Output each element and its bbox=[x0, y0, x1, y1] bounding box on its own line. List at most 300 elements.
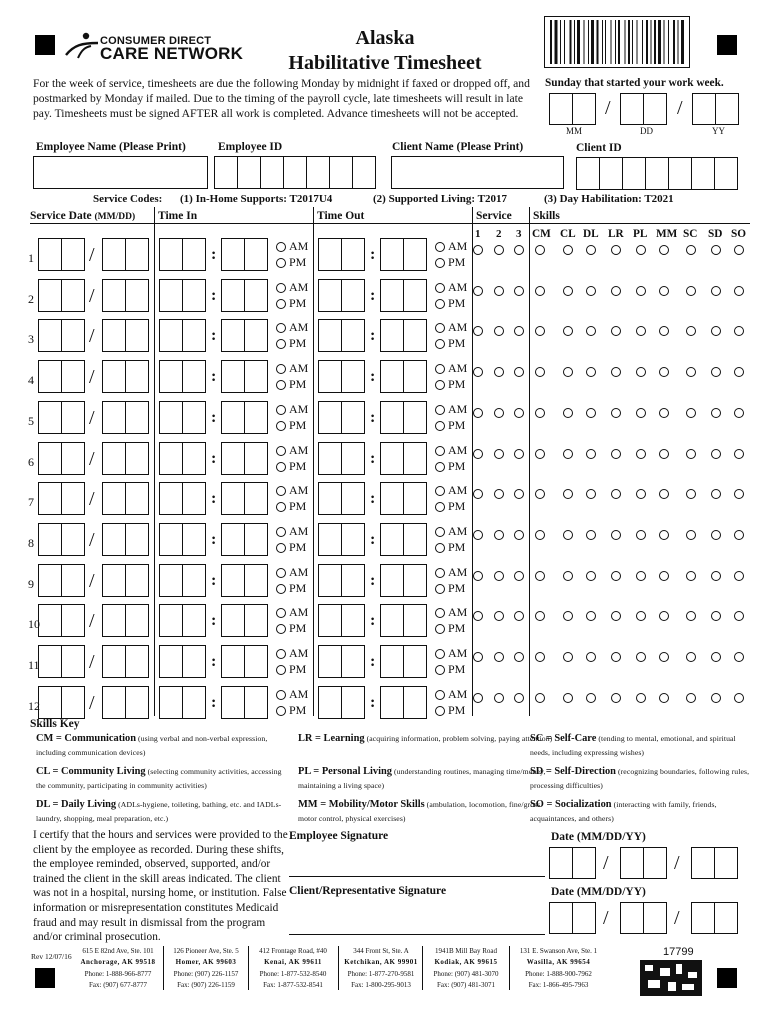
skill-sc-radio[interactable] bbox=[686, 571, 696, 581]
time-in-mm-2[interactable] bbox=[244, 279, 268, 312]
time-out-hh-2[interactable] bbox=[341, 645, 365, 678]
time-out-mm-2[interactable] bbox=[403, 482, 427, 515]
time-in-hh-1[interactable] bbox=[159, 686, 183, 719]
time-out-am-radio[interactable] bbox=[435, 568, 445, 578]
time-in-hh-1[interactable] bbox=[159, 442, 183, 475]
skill-dl-radio[interactable] bbox=[586, 693, 596, 703]
skill-sc-radio[interactable] bbox=[686, 326, 696, 336]
skill-cm-radio[interactable] bbox=[535, 611, 545, 621]
time-in-hh-1[interactable] bbox=[159, 564, 183, 597]
skill-pl-radio[interactable] bbox=[636, 530, 646, 540]
time-out-am-radio[interactable] bbox=[435, 690, 445, 700]
time-out-pm-radio[interactable] bbox=[435, 339, 445, 349]
skill-pl-radio[interactable] bbox=[636, 408, 646, 418]
time-in-hh-2[interactable] bbox=[182, 604, 206, 637]
date-mm-1[interactable] bbox=[38, 523, 62, 556]
skill-lr-radio[interactable] bbox=[611, 286, 621, 296]
service-3-radio[interactable] bbox=[514, 611, 524, 621]
time-in-mm-2[interactable] bbox=[244, 686, 268, 719]
time-out-pm-radio[interactable] bbox=[435, 624, 445, 634]
client-id-digit-7[interactable] bbox=[714, 157, 738, 190]
time-out-hh-1[interactable] bbox=[318, 319, 342, 352]
employee-id-digit-5[interactable] bbox=[306, 156, 330, 189]
service-2-radio[interactable] bbox=[494, 367, 504, 377]
time-out-pm-radio[interactable] bbox=[435, 502, 445, 512]
time-in-mm-1[interactable] bbox=[221, 564, 245, 597]
time-in-pm-radio[interactable] bbox=[276, 543, 286, 553]
skill-so-radio[interactable] bbox=[734, 571, 744, 581]
skill-dl-radio[interactable] bbox=[586, 449, 596, 459]
service-1-radio[interactable] bbox=[473, 652, 483, 662]
skill-mm-radio[interactable] bbox=[659, 326, 669, 336]
skill-dl-radio[interactable] bbox=[586, 652, 596, 662]
time-out-mm-1[interactable] bbox=[380, 401, 404, 434]
time-out-am-radio[interactable] bbox=[435, 608, 445, 618]
time-out-hh-2[interactable] bbox=[341, 238, 365, 271]
date-mm-1[interactable] bbox=[38, 238, 62, 271]
time-in-mm-1[interactable] bbox=[221, 442, 245, 475]
time-in-pm-radio[interactable] bbox=[276, 624, 286, 634]
employee-id-digit-2[interactable] bbox=[237, 156, 261, 189]
time-out-mm-2[interactable] bbox=[403, 686, 427, 719]
skill-cm-radio[interactable] bbox=[535, 326, 545, 336]
time-out-am-radio[interactable] bbox=[435, 364, 445, 374]
skill-so-radio[interactable] bbox=[734, 489, 744, 499]
time-out-mm-1[interactable] bbox=[380, 482, 404, 515]
time-in-am-radio[interactable] bbox=[276, 405, 286, 415]
skill-so-radio[interactable] bbox=[734, 530, 744, 540]
time-in-mm-2[interactable] bbox=[244, 482, 268, 515]
time-in-mm-1[interactable] bbox=[221, 523, 245, 556]
skill-sd-radio[interactable] bbox=[711, 652, 721, 662]
time-in-am-radio[interactable] bbox=[276, 649, 286, 659]
service-1-radio[interactable] bbox=[473, 611, 483, 621]
date-dd-1[interactable] bbox=[102, 401, 126, 434]
time-in-hh-1[interactable] bbox=[159, 238, 183, 271]
date-mm-2[interactable] bbox=[61, 645, 85, 678]
client-id-digit-4[interactable] bbox=[645, 157, 669, 190]
service-2-radio[interactable] bbox=[494, 693, 504, 703]
time-in-mm-2[interactable] bbox=[244, 523, 268, 556]
skill-dl-radio[interactable] bbox=[586, 611, 596, 621]
service-3-radio[interactable] bbox=[514, 408, 524, 418]
time-out-hh-2[interactable] bbox=[341, 482, 365, 515]
time-out-am-radio[interactable] bbox=[435, 242, 445, 252]
service-3-radio[interactable] bbox=[514, 449, 524, 459]
time-in-mm-2[interactable] bbox=[244, 604, 268, 637]
date-dd-2[interactable] bbox=[125, 279, 149, 312]
skill-dl-radio[interactable] bbox=[586, 326, 596, 336]
skill-sc-radio[interactable] bbox=[686, 449, 696, 459]
time-in-hh-1[interactable] bbox=[159, 401, 183, 434]
time-in-mm-2[interactable] bbox=[244, 238, 268, 271]
time-in-mm-2[interactable] bbox=[244, 564, 268, 597]
date-mm-1[interactable] bbox=[38, 645, 62, 678]
date-mm-2[interactable] bbox=[61, 523, 85, 556]
skill-so-radio[interactable] bbox=[734, 245, 744, 255]
date-dd-1[interactable] bbox=[102, 319, 126, 352]
skill-sc-radio[interactable] bbox=[686, 489, 696, 499]
client-date-dd-1[interactable] bbox=[620, 902, 644, 934]
service-2-radio[interactable] bbox=[494, 408, 504, 418]
time-in-mm-1[interactable] bbox=[221, 645, 245, 678]
time-in-am-radio[interactable] bbox=[276, 527, 286, 537]
time-in-hh-1[interactable] bbox=[159, 645, 183, 678]
week-mm-digit-1[interactable] bbox=[549, 93, 573, 125]
skill-so-radio[interactable] bbox=[734, 286, 744, 296]
date-dd-1[interactable] bbox=[102, 238, 126, 271]
skill-cm-radio[interactable] bbox=[535, 489, 545, 499]
skill-sd-radio[interactable] bbox=[711, 571, 721, 581]
skill-sd-radio[interactable] bbox=[711, 367, 721, 377]
time-out-pm-radio[interactable] bbox=[435, 584, 445, 594]
time-out-pm-radio[interactable] bbox=[435, 665, 445, 675]
skill-cl-radio[interactable] bbox=[563, 693, 573, 703]
time-out-hh-1[interactable] bbox=[318, 604, 342, 637]
time-in-am-radio[interactable] bbox=[276, 323, 286, 333]
time-in-am-radio[interactable] bbox=[276, 690, 286, 700]
client-name-field[interactable] bbox=[391, 156, 564, 189]
time-in-hh-2[interactable] bbox=[182, 482, 206, 515]
time-in-mm-1[interactable] bbox=[221, 401, 245, 434]
time-in-mm-1[interactable] bbox=[221, 482, 245, 515]
time-in-pm-radio[interactable] bbox=[276, 584, 286, 594]
date-dd-1[interactable] bbox=[102, 523, 126, 556]
date-mm-1[interactable] bbox=[38, 686, 62, 719]
time-in-mm-2[interactable] bbox=[244, 442, 268, 475]
time-out-mm-2[interactable] bbox=[403, 279, 427, 312]
service-1-radio[interactable] bbox=[473, 530, 483, 540]
skill-lr-radio[interactable] bbox=[611, 489, 621, 499]
date-mm-2[interactable] bbox=[61, 442, 85, 475]
time-in-hh-1[interactable] bbox=[159, 360, 183, 393]
employee-date-yy-2[interactable] bbox=[714, 847, 738, 879]
skill-mm-radio[interactable] bbox=[659, 611, 669, 621]
service-2-radio[interactable] bbox=[494, 489, 504, 499]
skill-mm-radio[interactable] bbox=[659, 245, 669, 255]
employee-signature-line[interactable] bbox=[289, 876, 545, 877]
skill-so-radio[interactable] bbox=[734, 611, 744, 621]
time-out-hh-2[interactable] bbox=[341, 279, 365, 312]
service-3-radio[interactable] bbox=[514, 652, 524, 662]
service-2-radio[interactable] bbox=[494, 652, 504, 662]
date-dd-2[interactable] bbox=[125, 645, 149, 678]
time-out-mm-2[interactable] bbox=[403, 319, 427, 352]
time-out-hh-2[interactable] bbox=[341, 604, 365, 637]
service-2-radio[interactable] bbox=[494, 571, 504, 581]
skill-pl-radio[interactable] bbox=[636, 286, 646, 296]
time-in-am-radio[interactable] bbox=[276, 608, 286, 618]
time-out-pm-radio[interactable] bbox=[435, 421, 445, 431]
employee-date-dd-2[interactable] bbox=[643, 847, 667, 879]
time-out-hh-2[interactable] bbox=[341, 523, 365, 556]
date-dd-1[interactable] bbox=[102, 442, 126, 475]
skill-lr-radio[interactable] bbox=[611, 693, 621, 703]
skill-mm-radio[interactable] bbox=[659, 286, 669, 296]
skill-sc-radio[interactable] bbox=[686, 693, 696, 703]
time-in-hh-1[interactable] bbox=[159, 319, 183, 352]
skill-so-radio[interactable] bbox=[734, 408, 744, 418]
skill-lr-radio[interactable] bbox=[611, 652, 621, 662]
skill-dl-radio[interactable] bbox=[586, 408, 596, 418]
time-out-mm-1[interactable] bbox=[380, 564, 404, 597]
date-mm-2[interactable] bbox=[61, 360, 85, 393]
skill-sd-radio[interactable] bbox=[711, 326, 721, 336]
service-2-radio[interactable] bbox=[494, 286, 504, 296]
date-mm-1[interactable] bbox=[38, 401, 62, 434]
time-out-hh-2[interactable] bbox=[341, 401, 365, 434]
skill-dl-radio[interactable] bbox=[586, 571, 596, 581]
skill-dl-radio[interactable] bbox=[586, 489, 596, 499]
skill-cm-radio[interactable] bbox=[535, 245, 545, 255]
time-out-am-radio[interactable] bbox=[435, 486, 445, 496]
date-dd-2[interactable] bbox=[125, 319, 149, 352]
date-mm-2[interactable] bbox=[61, 686, 85, 719]
service-1-radio[interactable] bbox=[473, 693, 483, 703]
date-mm-2[interactable] bbox=[61, 564, 85, 597]
time-out-am-radio[interactable] bbox=[435, 323, 445, 333]
skill-pl-radio[interactable] bbox=[636, 571, 646, 581]
employee-date-mm-1[interactable] bbox=[549, 847, 573, 879]
skill-mm-radio[interactable] bbox=[659, 530, 669, 540]
time-out-hh-2[interactable] bbox=[341, 319, 365, 352]
time-out-mm-2[interactable] bbox=[403, 645, 427, 678]
date-dd-1[interactable] bbox=[102, 686, 126, 719]
employee-date-mm-2[interactable] bbox=[572, 847, 596, 879]
employee-id-digit-4[interactable] bbox=[283, 156, 307, 189]
date-mm-1[interactable] bbox=[38, 604, 62, 637]
skill-cl-radio[interactable] bbox=[563, 326, 573, 336]
skill-cl-radio[interactable] bbox=[563, 611, 573, 621]
skill-so-radio[interactable] bbox=[734, 652, 744, 662]
skill-lr-radio[interactable] bbox=[611, 367, 621, 377]
date-dd-2[interactable] bbox=[125, 482, 149, 515]
time-in-pm-radio[interactable] bbox=[276, 462, 286, 472]
time-out-hh-1[interactable] bbox=[318, 564, 342, 597]
time-out-mm-2[interactable] bbox=[403, 604, 427, 637]
skill-pl-radio[interactable] bbox=[636, 367, 646, 377]
time-out-mm-1[interactable] bbox=[380, 279, 404, 312]
client-date-dd-2[interactable] bbox=[643, 902, 667, 934]
date-mm-2[interactable] bbox=[61, 319, 85, 352]
time-out-hh-2[interactable] bbox=[341, 360, 365, 393]
employee-name-field[interactable] bbox=[33, 156, 208, 189]
skill-mm-radio[interactable] bbox=[659, 571, 669, 581]
skill-sd-radio[interactable] bbox=[711, 693, 721, 703]
client-id-digit-5[interactable] bbox=[668, 157, 692, 190]
skill-lr-radio[interactable] bbox=[611, 449, 621, 459]
skill-lr-radio[interactable] bbox=[611, 326, 621, 336]
skill-cl-radio[interactable] bbox=[563, 489, 573, 499]
time-out-am-radio[interactable] bbox=[435, 527, 445, 537]
skill-lr-radio[interactable] bbox=[611, 571, 621, 581]
skill-mm-radio[interactable] bbox=[659, 449, 669, 459]
service-1-radio[interactable] bbox=[473, 489, 483, 499]
service-3-radio[interactable] bbox=[514, 571, 524, 581]
time-out-hh-2[interactable] bbox=[341, 442, 365, 475]
date-dd-2[interactable] bbox=[125, 523, 149, 556]
time-in-mm-2[interactable] bbox=[244, 401, 268, 434]
week-dd-digit-2[interactable] bbox=[643, 93, 667, 125]
date-dd-2[interactable] bbox=[125, 442, 149, 475]
service-1-radio[interactable] bbox=[473, 245, 483, 255]
service-3-radio[interactable] bbox=[514, 326, 524, 336]
skill-mm-radio[interactable] bbox=[659, 693, 669, 703]
skill-cl-radio[interactable] bbox=[563, 408, 573, 418]
time-in-hh-2[interactable] bbox=[182, 238, 206, 271]
skill-dl-radio[interactable] bbox=[586, 245, 596, 255]
date-dd-1[interactable] bbox=[102, 645, 126, 678]
time-in-mm-2[interactable] bbox=[244, 319, 268, 352]
skill-mm-radio[interactable] bbox=[659, 652, 669, 662]
time-in-mm-1[interactable] bbox=[221, 238, 245, 271]
date-mm-1[interactable] bbox=[38, 360, 62, 393]
client-date-mm-2[interactable] bbox=[572, 902, 596, 934]
service-1-radio[interactable] bbox=[473, 326, 483, 336]
time-in-pm-radio[interactable] bbox=[276, 665, 286, 675]
time-out-pm-radio[interactable] bbox=[435, 380, 445, 390]
time-out-hh-1[interactable] bbox=[318, 279, 342, 312]
skill-dl-radio[interactable] bbox=[586, 530, 596, 540]
time-out-mm-1[interactable] bbox=[380, 604, 404, 637]
skill-cl-radio[interactable] bbox=[563, 571, 573, 581]
date-dd-2[interactable] bbox=[125, 604, 149, 637]
service-1-radio[interactable] bbox=[473, 286, 483, 296]
skill-sd-radio[interactable] bbox=[711, 286, 721, 296]
service-1-radio[interactable] bbox=[473, 571, 483, 581]
time-out-hh-1[interactable] bbox=[318, 523, 342, 556]
skill-sc-radio[interactable] bbox=[686, 408, 696, 418]
time-in-hh-2[interactable] bbox=[182, 645, 206, 678]
time-in-am-radio[interactable] bbox=[276, 364, 286, 374]
time-in-hh-2[interactable] bbox=[182, 279, 206, 312]
time-out-hh-2[interactable] bbox=[341, 686, 365, 719]
skill-pl-radio[interactable] bbox=[636, 245, 646, 255]
date-dd-1[interactable] bbox=[102, 482, 126, 515]
employee-id-digit-1[interactable] bbox=[214, 156, 238, 189]
service-3-radio[interactable] bbox=[514, 693, 524, 703]
client-date-yy-1[interactable] bbox=[691, 902, 715, 934]
skill-pl-radio[interactable] bbox=[636, 489, 646, 499]
employee-id-digit-6[interactable] bbox=[329, 156, 353, 189]
time-in-hh-1[interactable] bbox=[159, 604, 183, 637]
date-mm-1[interactable] bbox=[38, 319, 62, 352]
time-in-hh-2[interactable] bbox=[182, 686, 206, 719]
week-mm-digit-2[interactable] bbox=[572, 93, 596, 125]
skill-mm-radio[interactable] bbox=[659, 489, 669, 499]
client-id-digit-6[interactable] bbox=[691, 157, 715, 190]
service-3-radio[interactable] bbox=[514, 530, 524, 540]
skill-pl-radio[interactable] bbox=[636, 449, 646, 459]
skill-lr-radio[interactable] bbox=[611, 408, 621, 418]
time-out-mm-1[interactable] bbox=[380, 319, 404, 352]
time-out-pm-radio[interactable] bbox=[435, 543, 445, 553]
time-in-am-radio[interactable] bbox=[276, 568, 286, 578]
time-in-pm-radio[interactable] bbox=[276, 258, 286, 268]
skill-cm-radio[interactable] bbox=[535, 367, 545, 377]
time-in-mm-1[interactable] bbox=[221, 360, 245, 393]
client-id-digit-3[interactable] bbox=[622, 157, 646, 190]
time-out-hh-1[interactable] bbox=[318, 442, 342, 475]
time-out-hh-1[interactable] bbox=[318, 238, 342, 271]
time-in-mm-1[interactable] bbox=[221, 686, 245, 719]
time-in-am-radio[interactable] bbox=[276, 486, 286, 496]
client-id-digit-2[interactable] bbox=[599, 157, 623, 190]
week-yy-digit-1[interactable] bbox=[692, 93, 716, 125]
client-signature-line[interactable] bbox=[289, 934, 545, 935]
skill-sc-radio[interactable] bbox=[686, 530, 696, 540]
time-out-mm-1[interactable] bbox=[380, 360, 404, 393]
time-in-hh-2[interactable] bbox=[182, 319, 206, 352]
time-out-pm-radio[interactable] bbox=[435, 299, 445, 309]
time-out-hh-1[interactable] bbox=[318, 482, 342, 515]
skill-pl-radio[interactable] bbox=[636, 611, 646, 621]
time-in-am-radio[interactable] bbox=[276, 242, 286, 252]
time-in-pm-radio[interactable] bbox=[276, 421, 286, 431]
time-out-hh-1[interactable] bbox=[318, 401, 342, 434]
skill-sd-radio[interactable] bbox=[711, 408, 721, 418]
employee-date-dd-1[interactable] bbox=[620, 847, 644, 879]
skill-cl-radio[interactable] bbox=[563, 530, 573, 540]
date-dd-2[interactable] bbox=[125, 564, 149, 597]
date-dd-2[interactable] bbox=[125, 401, 149, 434]
service-2-radio[interactable] bbox=[494, 449, 504, 459]
skill-cm-radio[interactable] bbox=[535, 652, 545, 662]
skill-sc-radio[interactable] bbox=[686, 652, 696, 662]
time-out-mm-1[interactable] bbox=[380, 645, 404, 678]
skill-sd-radio[interactable] bbox=[711, 530, 721, 540]
service-2-radio[interactable] bbox=[494, 326, 504, 336]
time-in-hh-1[interactable] bbox=[159, 279, 183, 312]
date-dd-2[interactable] bbox=[125, 686, 149, 719]
date-mm-1[interactable] bbox=[38, 564, 62, 597]
time-in-mm-1[interactable] bbox=[221, 604, 245, 637]
skill-cm-radio[interactable] bbox=[535, 571, 545, 581]
service-3-radio[interactable] bbox=[514, 245, 524, 255]
skill-sc-radio[interactable] bbox=[686, 245, 696, 255]
skill-so-radio[interactable] bbox=[734, 693, 744, 703]
date-dd-1[interactable] bbox=[102, 604, 126, 637]
date-mm-2[interactable] bbox=[61, 604, 85, 637]
date-dd-1[interactable] bbox=[102, 360, 126, 393]
service-1-radio[interactable] bbox=[473, 449, 483, 459]
skill-sd-radio[interactable] bbox=[711, 489, 721, 499]
skill-cm-radio[interactable] bbox=[535, 408, 545, 418]
time-in-mm-2[interactable] bbox=[244, 645, 268, 678]
client-date-mm-1[interactable] bbox=[549, 902, 573, 934]
time-in-mm-2[interactable] bbox=[244, 360, 268, 393]
service-2-radio[interactable] bbox=[494, 611, 504, 621]
skill-pl-radio[interactable] bbox=[636, 693, 646, 703]
skill-cm-radio[interactable] bbox=[535, 449, 545, 459]
time-out-pm-radio[interactable] bbox=[435, 706, 445, 716]
time-out-mm-1[interactable] bbox=[380, 686, 404, 719]
time-out-mm-2[interactable] bbox=[403, 360, 427, 393]
time-out-mm-2[interactable] bbox=[403, 442, 427, 475]
skill-cl-radio[interactable] bbox=[563, 245, 573, 255]
skill-cl-radio[interactable] bbox=[563, 286, 573, 296]
skill-lr-radio[interactable] bbox=[611, 245, 621, 255]
time-in-pm-radio[interactable] bbox=[276, 706, 286, 716]
time-in-hh-2[interactable] bbox=[182, 360, 206, 393]
skill-lr-radio[interactable] bbox=[611, 611, 621, 621]
time-out-mm-1[interactable] bbox=[380, 442, 404, 475]
time-in-hh-1[interactable] bbox=[159, 523, 183, 556]
time-out-pm-radio[interactable] bbox=[435, 462, 445, 472]
date-dd-2[interactable] bbox=[125, 238, 149, 271]
skill-sc-radio[interactable] bbox=[686, 286, 696, 296]
date-mm-2[interactable] bbox=[61, 482, 85, 515]
